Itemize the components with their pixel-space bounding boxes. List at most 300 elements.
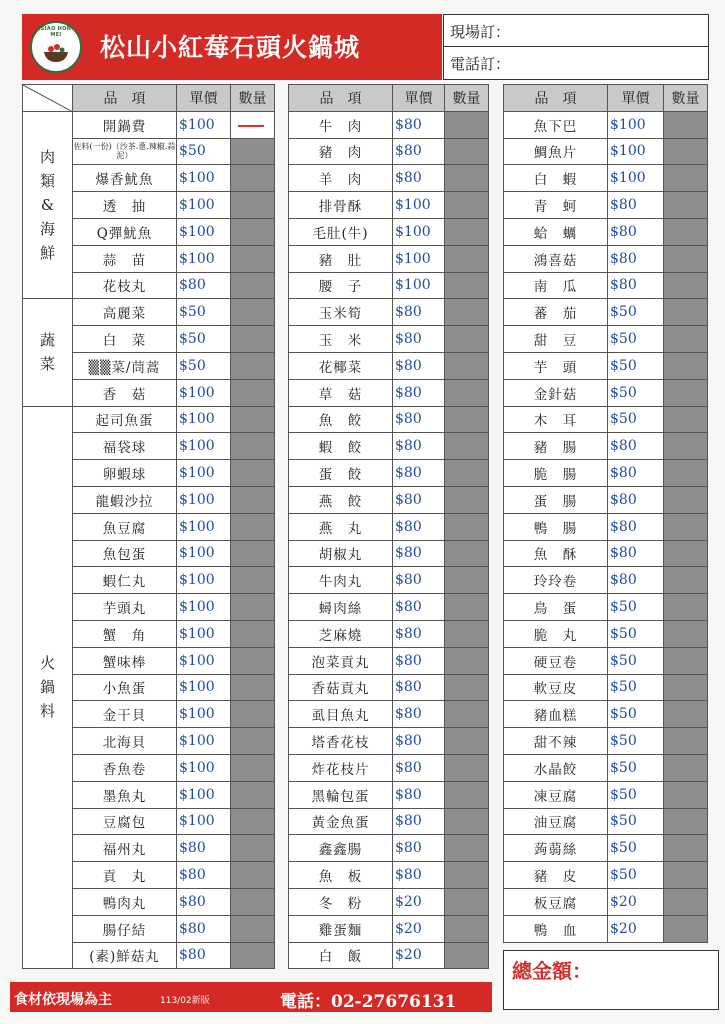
quantity-cell[interactable]	[445, 299, 489, 326]
quantity-cell[interactable]	[231, 433, 275, 460]
item-name: 南 瓜	[504, 272, 608, 299]
menu-row	[289, 647, 489, 674]
item-price: $100	[177, 781, 231, 808]
item-price: $80	[393, 299, 445, 326]
quantity-cell[interactable]	[445, 192, 489, 219]
total-amount-label: 總金額：	[512, 959, 592, 983]
item-price: $80	[393, 781, 445, 808]
menu-row	[289, 594, 489, 621]
quantity-cell[interactable]	[231, 620, 275, 647]
item-name: 鴨 腸	[504, 513, 608, 540]
menu-row	[289, 326, 489, 353]
quantity-cell[interactable]	[664, 272, 708, 299]
item-name: 鑫鑫腸	[289, 835, 393, 862]
item-price: $50	[608, 808, 664, 835]
item-price: $100	[177, 808, 231, 835]
quantity-cell[interactable]	[664, 218, 708, 245]
item-name: 魚豆腐	[73, 513, 177, 540]
menu-row	[23, 406, 275, 433]
item-name: 蝦仁丸	[73, 567, 177, 594]
quantity-cell[interactable]	[231, 326, 275, 353]
category-label	[23, 299, 73, 406]
item-price: $100	[177, 245, 231, 272]
quantity-cell[interactable]	[664, 326, 708, 353]
item-price: $20	[393, 942, 445, 969]
item-price: $20	[608, 915, 664, 942]
quantity-cell[interactable]	[664, 808, 708, 835]
corner-cell	[23, 85, 73, 112]
item-name: 水晶餃	[504, 754, 608, 781]
item-price: $100	[608, 138, 664, 165]
item-price: $100	[393, 192, 445, 219]
item-name: 香 菇	[73, 379, 177, 406]
item-price: $100	[608, 165, 664, 192]
item-name: 塔香花枝	[289, 728, 393, 755]
onsite-order-field[interactable]: 現場訂：	[444, 15, 708, 47]
item-name: (素)鮮菇丸	[73, 942, 177, 969]
quantity-cell[interactable]	[445, 567, 489, 594]
menu-row	[504, 272, 708, 299]
quantity-cell[interactable]	[445, 647, 489, 674]
quantity-cell[interactable]	[231, 513, 275, 540]
item-name: 芝麻燒	[289, 620, 393, 647]
quantity-cell[interactable]	[664, 835, 708, 862]
quantity-cell[interactable]	[445, 862, 489, 889]
quantity-cell[interactable]	[445, 218, 489, 245]
item-price: $50	[177, 352, 231, 379]
item-price: $100	[393, 245, 445, 272]
menu-row	[289, 728, 489, 755]
quantity-cell[interactable]	[664, 513, 708, 540]
quantity-cell[interactable]	[445, 620, 489, 647]
quantity-cell[interactable]	[445, 326, 489, 353]
quantity-cell[interactable]	[231, 701, 275, 728]
item-name: 排骨酥	[289, 192, 393, 219]
menu-row	[504, 138, 708, 165]
item-name: 板豆腐	[504, 888, 608, 915]
quantity-cell[interactable]	[231, 754, 275, 781]
quantity-cell[interactable]	[664, 165, 708, 192]
quantity-cell[interactable]	[445, 915, 489, 942]
quantity-cell[interactable]	[664, 138, 708, 165]
item-name: 蒜 苗	[73, 245, 177, 272]
item-name: 豬 腸	[504, 433, 608, 460]
item-price: $80	[393, 567, 445, 594]
item-price: $100	[177, 379, 231, 406]
item-name: 龍蝦沙拉	[73, 486, 177, 513]
price-header: 單價	[393, 85, 445, 112]
menu-row	[289, 406, 489, 433]
quantity-cell[interactable]	[445, 245, 489, 272]
item-name: 草 菇	[289, 379, 393, 406]
quantity-cell[interactable]	[231, 352, 275, 379]
quantity-cell[interactable]	[445, 781, 489, 808]
item-price: $50	[608, 754, 664, 781]
item-price: $50	[608, 674, 664, 701]
quantity-cell[interactable]	[664, 460, 708, 487]
quantity-cell[interactable]	[445, 728, 489, 755]
qty-header: 數量	[445, 85, 489, 112]
menu-row	[23, 299, 275, 326]
edition-label: 113/02新版	[160, 996, 210, 1006]
quantity-cell[interactable]	[445, 352, 489, 379]
item-name: 魚 餃	[289, 406, 393, 433]
item-price: $80	[393, 674, 445, 701]
menu-row	[504, 299, 708, 326]
menu-row	[504, 754, 708, 781]
item-name: 軟豆皮	[504, 674, 608, 701]
item-name: 毛肚(牛)	[289, 218, 393, 245]
item-name: 玉米筍	[289, 299, 393, 326]
quantity-cell[interactable]	[231, 728, 275, 755]
category-text: 蔬菜	[39, 331, 55, 374]
column-header-row	[504, 85, 708, 112]
quantity-cell[interactable]	[664, 245, 708, 272]
quantity-cell[interactable]	[445, 540, 489, 567]
menu-row	[289, 540, 489, 567]
menu-row	[504, 245, 708, 272]
item-price: $100	[393, 218, 445, 245]
item-price: $100	[177, 754, 231, 781]
item-price: $50	[177, 326, 231, 353]
item-price: $80	[608, 245, 664, 272]
item-name: 玲玲卷	[504, 567, 608, 594]
item-price: $100	[177, 594, 231, 621]
item-price: $80	[608, 513, 664, 540]
item-price: $80	[177, 942, 231, 969]
item-name: 鴨 血	[504, 915, 608, 942]
menu-column-2	[288, 84, 489, 969]
quantity-cell[interactable]	[664, 594, 708, 621]
item-name: ▒▒菜/茼蒿	[73, 352, 177, 379]
phone-order-field[interactable]: 電話訂：	[450, 55, 511, 73]
item-name: 泡菜貢丸	[289, 647, 393, 674]
quantity-cell[interactable]	[664, 486, 708, 513]
item-price: $80	[393, 835, 445, 862]
item-name: 玉 米	[289, 326, 393, 353]
quantity-cell[interactable]	[664, 433, 708, 460]
quantity-cell[interactable]	[445, 460, 489, 487]
quantity-cell[interactable]	[664, 674, 708, 701]
menu-row	[504, 352, 708, 379]
item-price: $80	[177, 888, 231, 915]
item-price: $100	[177, 111, 231, 138]
item-name: 炸花枝片	[289, 754, 393, 781]
item-name: 蟹 角	[73, 620, 177, 647]
item-price: $80	[393, 862, 445, 889]
menu-row	[504, 835, 708, 862]
item-name: 羊 肉	[289, 165, 393, 192]
menu-row	[289, 299, 489, 326]
quantity-cell[interactable]	[231, 192, 275, 219]
menu-row	[289, 620, 489, 647]
menu-row	[289, 192, 489, 219]
item-price: $50	[608, 406, 664, 433]
item-price: $80	[393, 540, 445, 567]
item-name: 黃金魚蛋	[289, 808, 393, 835]
menu-row	[289, 272, 489, 299]
menu-row	[289, 862, 489, 889]
menu-row	[289, 567, 489, 594]
quantity-cell[interactable]	[231, 218, 275, 245]
quantity-cell[interactable]	[231, 835, 275, 862]
item-header: 品 項	[289, 85, 393, 112]
item-price: $100	[393, 272, 445, 299]
item-name: 燕 餃	[289, 486, 393, 513]
item-price: $100	[177, 218, 231, 245]
item-price: $80	[177, 862, 231, 889]
quantity-cell[interactable]	[231, 862, 275, 889]
quantity-cell[interactable]	[231, 540, 275, 567]
item-name: 福袋球	[73, 433, 177, 460]
item-price: $80	[608, 433, 664, 460]
quantity-cell[interactable]	[231, 111, 275, 138]
item-price: $80	[608, 567, 664, 594]
menu-row	[289, 754, 489, 781]
item-price: $80	[393, 620, 445, 647]
item-name: 青 蚵	[504, 192, 608, 219]
menu-row	[504, 594, 708, 621]
quantity-cell[interactable]	[231, 165, 275, 192]
item-price: $50	[608, 620, 664, 647]
item-price: $80	[393, 754, 445, 781]
item-name: 蛋 腸	[504, 486, 608, 513]
quantity-cell[interactable]	[664, 754, 708, 781]
item-price: $80	[608, 272, 664, 299]
menu-column-1	[22, 84, 275, 969]
item-price: $50	[177, 299, 231, 326]
menu-row	[289, 781, 489, 808]
item-price: $80	[177, 272, 231, 299]
item-name: 高麗菜	[73, 299, 177, 326]
quantity-cell[interactable]	[231, 460, 275, 487]
item-name: 透 抽	[73, 192, 177, 219]
item-price: $80	[393, 433, 445, 460]
menu-row	[504, 701, 708, 728]
quantity-cell[interactable]	[445, 138, 489, 165]
item-price: $80	[608, 192, 664, 219]
quantity-cell[interactable]	[445, 808, 489, 835]
quantity-cell[interactable]	[445, 513, 489, 540]
item-price: $50	[177, 138, 231, 165]
item-price: $50	[608, 299, 664, 326]
item-price: $80	[608, 540, 664, 567]
item-price: $80	[393, 808, 445, 835]
quantity-cell[interactable]	[445, 165, 489, 192]
menu-row	[504, 326, 708, 353]
quantity-cell[interactable]	[231, 299, 275, 326]
item-name: 魚包蛋	[73, 540, 177, 567]
item-name: 蛋 餃	[289, 460, 393, 487]
quantity-cell[interactable]	[664, 862, 708, 889]
quantity-cell[interactable]	[664, 540, 708, 567]
quantity-cell[interactable]	[445, 701, 489, 728]
item-price: $100	[177, 620, 231, 647]
category-text: 火鍋料	[39, 654, 55, 721]
quantity-cell[interactable]	[445, 835, 489, 862]
item-name: 芋頭丸	[73, 594, 177, 621]
item-name: 起司魚蛋	[73, 406, 177, 433]
item-name: 蒟蒻絲	[504, 835, 608, 862]
menu-row	[289, 808, 489, 835]
quantity-cell[interactable]	[231, 915, 275, 942]
menu-row	[504, 379, 708, 406]
item-name: 脆 丸	[504, 620, 608, 647]
quantity-cell[interactable]	[445, 406, 489, 433]
item-price: $80	[393, 594, 445, 621]
quantity-cell[interactable]	[664, 299, 708, 326]
quantity-cell[interactable]	[231, 138, 275, 165]
item-price: $100	[177, 486, 231, 513]
diagonal-line	[23, 85, 73, 111]
shop-header	[22, 14, 442, 80]
item-name: 蟳肉絲	[289, 594, 393, 621]
menu-row	[504, 513, 708, 540]
item-price: $50	[608, 647, 664, 674]
item-price: $80	[393, 513, 445, 540]
quantity-cell[interactable]	[445, 433, 489, 460]
quantity-cell[interactable]	[664, 111, 708, 138]
quantity-cell[interactable]	[664, 620, 708, 647]
menu-row	[289, 433, 489, 460]
item-price: $20	[608, 888, 664, 915]
quantity-cell[interactable]	[445, 486, 489, 513]
item-name: 蛤 蠣	[504, 218, 608, 245]
item-name: 豬 肉	[289, 138, 393, 165]
item-price: $20	[393, 915, 445, 942]
column-header-row	[289, 85, 489, 112]
item-name: 花枝丸	[73, 272, 177, 299]
quantity-cell[interactable]	[231, 888, 275, 915]
quantity-cell[interactable]	[231, 808, 275, 835]
menu-row	[289, 379, 489, 406]
category-label	[23, 406, 73, 969]
item-price: $50	[608, 594, 664, 621]
item-price: $100	[177, 674, 231, 701]
quantity-cell[interactable]	[231, 486, 275, 513]
quantity-cell[interactable]	[445, 942, 489, 969]
quantity-cell[interactable]	[231, 379, 275, 406]
menu-row	[504, 888, 708, 915]
quantity-cell[interactable]	[445, 674, 489, 701]
item-header: 品 項	[504, 85, 608, 112]
quantity-cell[interactable]	[231, 647, 275, 674]
total-amount-box[interactable]	[503, 950, 719, 1010]
item-name: 鳥 蛋	[504, 594, 608, 621]
quantity-cell[interactable]	[664, 701, 708, 728]
item-price: $100	[177, 647, 231, 674]
menu-row	[504, 486, 708, 513]
menu-row	[504, 218, 708, 245]
item-name: 燕 丸	[289, 513, 393, 540]
quantity-cell[interactable]	[664, 647, 708, 674]
shop-logo	[30, 21, 82, 73]
quantity-cell[interactable]	[231, 594, 275, 621]
item-name: 凍豆腐	[504, 781, 608, 808]
menu-row	[504, 647, 708, 674]
menu-row	[289, 218, 489, 245]
item-price: $80	[393, 165, 445, 192]
quantity-cell[interactable]	[445, 379, 489, 406]
quantity-cell[interactable]	[664, 352, 708, 379]
item-name: 香菇貢丸	[289, 674, 393, 701]
menu-row	[289, 942, 489, 969]
quantity-cell[interactable]	[231, 567, 275, 594]
item-price: $80	[393, 406, 445, 433]
quantity-cell[interactable]	[664, 379, 708, 406]
item-name: 脆 腸	[504, 460, 608, 487]
item-price: $80	[608, 460, 664, 487]
quantity-cell[interactable]	[231, 781, 275, 808]
quantity-cell[interactable]	[664, 728, 708, 755]
quantity-cell[interactable]	[445, 888, 489, 915]
quantity-cell[interactable]	[664, 567, 708, 594]
quantity-cell[interactable]	[445, 594, 489, 621]
item-name: 冬 粉	[289, 888, 393, 915]
column-header-row	[23, 85, 275, 112]
item-price: $50	[608, 862, 664, 889]
quantity-cell[interactable]	[664, 406, 708, 433]
quantity-cell[interactable]	[231, 674, 275, 701]
quantity-cell[interactable]	[664, 192, 708, 219]
item-price: $80	[608, 486, 664, 513]
quantity-cell[interactable]	[664, 781, 708, 808]
item-price: $80	[177, 835, 231, 862]
item-name: 金干貝	[73, 701, 177, 728]
item-name: 黑輪包蛋	[289, 781, 393, 808]
menu-row	[289, 352, 489, 379]
price-header: 單價	[608, 85, 664, 112]
quantity-cell[interactable]	[445, 272, 489, 299]
menu-row	[504, 862, 708, 889]
quantity-cell[interactable]	[231, 272, 275, 299]
item-price: $80	[177, 915, 231, 942]
quantity-cell[interactable]	[231, 942, 275, 969]
menu-row	[504, 406, 708, 433]
menu-row	[504, 620, 708, 647]
item-name: 木 耳	[504, 406, 608, 433]
item-name: 腸仔結	[73, 915, 177, 942]
item-name: 福州丸	[73, 835, 177, 862]
quantity-cell[interactable]	[664, 888, 708, 915]
qty-header: 數量	[664, 85, 708, 112]
item-price: $80	[393, 326, 445, 353]
item-price: $80	[393, 138, 445, 165]
item-price: $80	[393, 647, 445, 674]
quantity-cell[interactable]	[664, 915, 708, 942]
quantity-cell[interactable]	[231, 245, 275, 272]
quantity-cell[interactable]	[231, 406, 275, 433]
menu-row	[289, 111, 489, 138]
menu-row	[504, 540, 708, 567]
menu-row	[504, 460, 708, 487]
item-name: 甜不辣	[504, 728, 608, 755]
quantity-cell[interactable]	[445, 754, 489, 781]
item-name: 開鍋費	[73, 111, 177, 138]
item-name: 魚 酥	[504, 540, 608, 567]
item-price: $50	[608, 728, 664, 755]
item-name: 油豆腐	[504, 808, 608, 835]
item-name: Q彈魷魚	[73, 218, 177, 245]
quantity-cell[interactable]	[445, 111, 489, 138]
shop-title: 松山小紅莓石頭火鍋城	[100, 33, 361, 62]
menu-column-3	[503, 84, 708, 943]
menu-row	[289, 245, 489, 272]
category-label	[23, 111, 73, 299]
item-name: 甜 豆	[504, 326, 608, 353]
item-name: 鴻喜菇	[504, 245, 608, 272]
item-name: 豬血糕	[504, 701, 608, 728]
